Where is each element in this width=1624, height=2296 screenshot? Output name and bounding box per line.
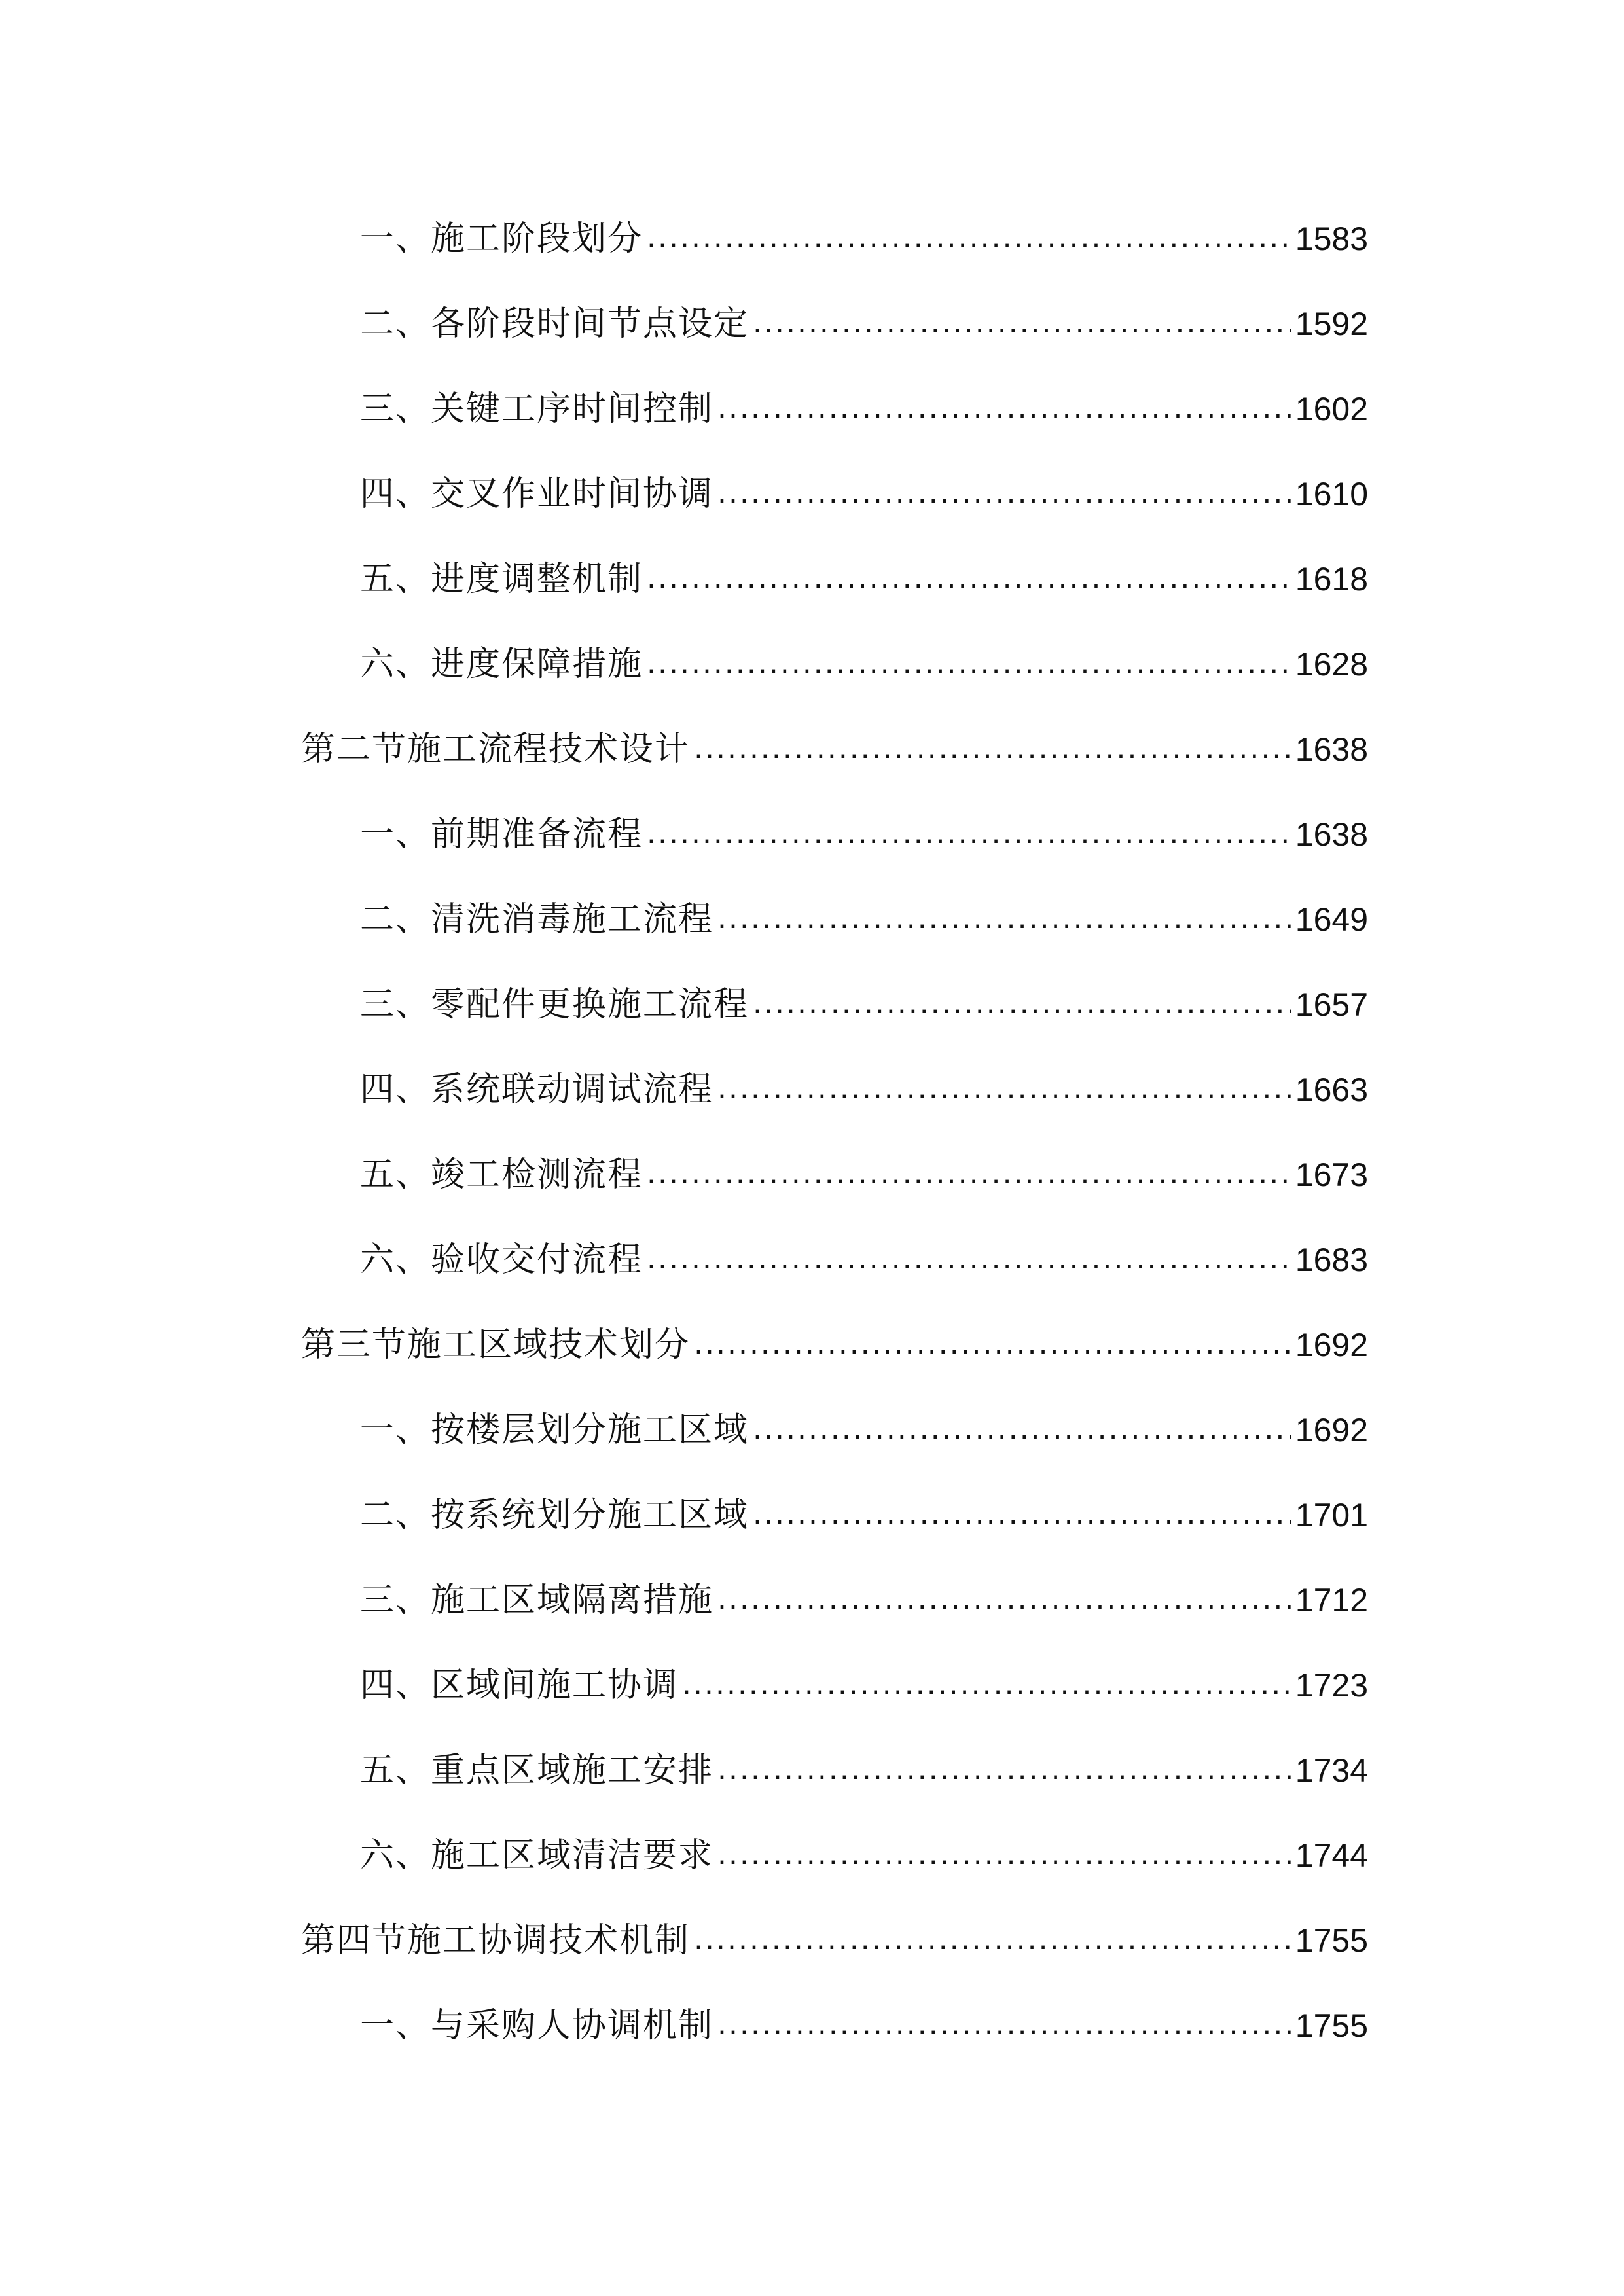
toc-entry-page: 1723 — [1295, 1667, 1368, 1704]
toc-entry[interactable] — [360, 1829, 1368, 1882]
toc-dot-leader — [717, 1571, 1291, 1626]
toc-entry-title: 四、区域间施工协调 — [360, 1666, 679, 1705]
toc-dot-leader — [647, 210, 1291, 264]
toc-entry-title: 二、按系统划分施工区域 — [360, 1496, 749, 1535]
toc-section-entry[interactable] — [301, 1319, 1368, 1371]
toc-dot-leader — [717, 1061, 1291, 1115]
toc-entry-title: 三、零配件更换施工流程 — [360, 985, 749, 1024]
toc-dot-leader — [647, 806, 1291, 860]
toc-entry[interactable] — [360, 1404, 1368, 1456]
toc-dot-leader — [647, 1231, 1291, 1285]
toc-entry[interactable] — [360, 1489, 1368, 1541]
toc-entry[interactable] — [360, 468, 1368, 520]
toc-entry-page: 1610 — [1295, 476, 1368, 512]
toc-dot-leader — [694, 1912, 1291, 1966]
toc-dot-leader — [717, 380, 1291, 435]
toc-entry[interactable] — [360, 1659, 1368, 1712]
toc-entry-title: 二、各阶段时间节点设定 — [360, 304, 749, 344]
toc-dot-leader — [753, 1401, 1291, 1456]
toc-dot-leader — [753, 1486, 1291, 1541]
toc-entry-page: 1628 — [1295, 646, 1368, 683]
toc-entry-page: 1602 — [1295, 391, 1368, 427]
toc-entry-title: 六、施工区域清洁要求 — [360, 1836, 714, 1875]
toc-entry-title: 二、清洗消毒施工流程 — [360, 900, 714, 939]
toc-entry-title: 五、竣工检测流程 — [360, 1155, 643, 1194]
toc-section-entry[interactable] — [301, 723, 1368, 776]
toc-dot-leader — [717, 891, 1291, 945]
toc-entry-title: 五、进度调整机制 — [360, 560, 643, 599]
toc-entry-page: 1744 — [1295, 1837, 1368, 1874]
toc-dot-leader — [694, 721, 1291, 775]
toc-entry-page: 1638 — [1295, 731, 1368, 768]
toc-entry-title: 五、重点区域施工安排 — [360, 1751, 714, 1790]
toc-entry-page: 1673 — [1295, 1157, 1368, 1193]
toc-dot-leader — [717, 1742, 1291, 1796]
toc-entry-page: 1638 — [1295, 816, 1368, 853]
toc-entry[interactable] — [360, 2000, 1368, 2052]
toc-entry[interactable] — [360, 383, 1368, 435]
toc-entry-page: 1592 — [1295, 306, 1368, 342]
toc-entry-title: 第四节施工协调技术机制 — [301, 1921, 691, 1960]
toc-entry-page: 1692 — [1295, 1412, 1368, 1448]
toc-dot-leader — [717, 465, 1291, 520]
toc-entry[interactable] — [360, 298, 1368, 350]
toc-entry[interactable] — [360, 1149, 1368, 1201]
toc-dot-leader — [717, 1997, 1291, 2051]
toc-dot-leader — [647, 550, 1291, 605]
toc-entry[interactable] — [360, 638, 1368, 691]
toc-entry[interactable] — [360, 1744, 1368, 1797]
toc-dot-leader — [647, 636, 1291, 690]
toc-dot-leader — [717, 1827, 1291, 1881]
toc-entry-title: 六、验收交付流程 — [360, 1240, 643, 1280]
toc-entry-page: 1755 — [1295, 1922, 1368, 1959]
toc-dot-leader — [694, 1316, 1291, 1371]
toc-entry[interactable] — [360, 553, 1368, 605]
toc-dot-leader — [753, 295, 1291, 350]
toc-dot-leader — [753, 976, 1291, 1030]
toc-dot-leader — [647, 1146, 1291, 1200]
toc-entry-title: 第二节施工流程技术设计 — [301, 730, 691, 769]
toc-entry-page: 1701 — [1295, 1497, 1368, 1534]
toc-section-entry[interactable] — [301, 1914, 1368, 1967]
toc-entry[interactable] — [360, 1574, 1368, 1626]
toc-entry-title: 一、按楼层划分施工区域 — [360, 1410, 749, 1450]
toc-entry-page: 1618 — [1295, 561, 1368, 598]
toc-entry[interactable] — [360, 213, 1368, 265]
toc-entry-page: 1755 — [1295, 2007, 1368, 2044]
toc-entry-page: 1649 — [1295, 901, 1368, 938]
toc-entry-page: 1734 — [1295, 1752, 1368, 1789]
toc-entry-page: 1683 — [1295, 1242, 1368, 1278]
toc-entry-page: 1712 — [1295, 1582, 1368, 1619]
toc-entry-page: 1692 — [1295, 1327, 1368, 1363]
toc-entry-title: 六、进度保障措施 — [360, 645, 643, 684]
toc-entry-title: 四、系统联动调试流程 — [360, 1070, 714, 1109]
toc-entry-title: 一、与采购人协调机制 — [360, 2006, 714, 2045]
toc-entry-page: 1663 — [1295, 1071, 1368, 1108]
toc-entry[interactable] — [360, 893, 1368, 946]
toc-entry-title: 三、施工区域隔离措施 — [360, 1581, 714, 1620]
toc-dot-leader — [682, 1657, 1291, 1711]
toc-entry-title: 四、交叉作业时间协调 — [360, 475, 714, 514]
toc-entry[interactable] — [360, 978, 1368, 1031]
toc-entry[interactable] — [360, 1234, 1368, 1286]
toc-entry-title: 第三节施工区域技术划分 — [301, 1325, 691, 1365]
toc-entry-page: 1657 — [1295, 986, 1368, 1023]
toc-entry-page: 1583 — [1295, 221, 1368, 257]
toc-entry-title: 三、关键工序时间控制 — [360, 389, 714, 429]
toc-entry[interactable] — [360, 1064, 1368, 1116]
toc-entry[interactable] — [360, 808, 1368, 861]
toc-entry-title: 一、施工阶段划分 — [360, 219, 643, 259]
toc-entry-title: 一、前期准备流程 — [360, 815, 643, 854]
